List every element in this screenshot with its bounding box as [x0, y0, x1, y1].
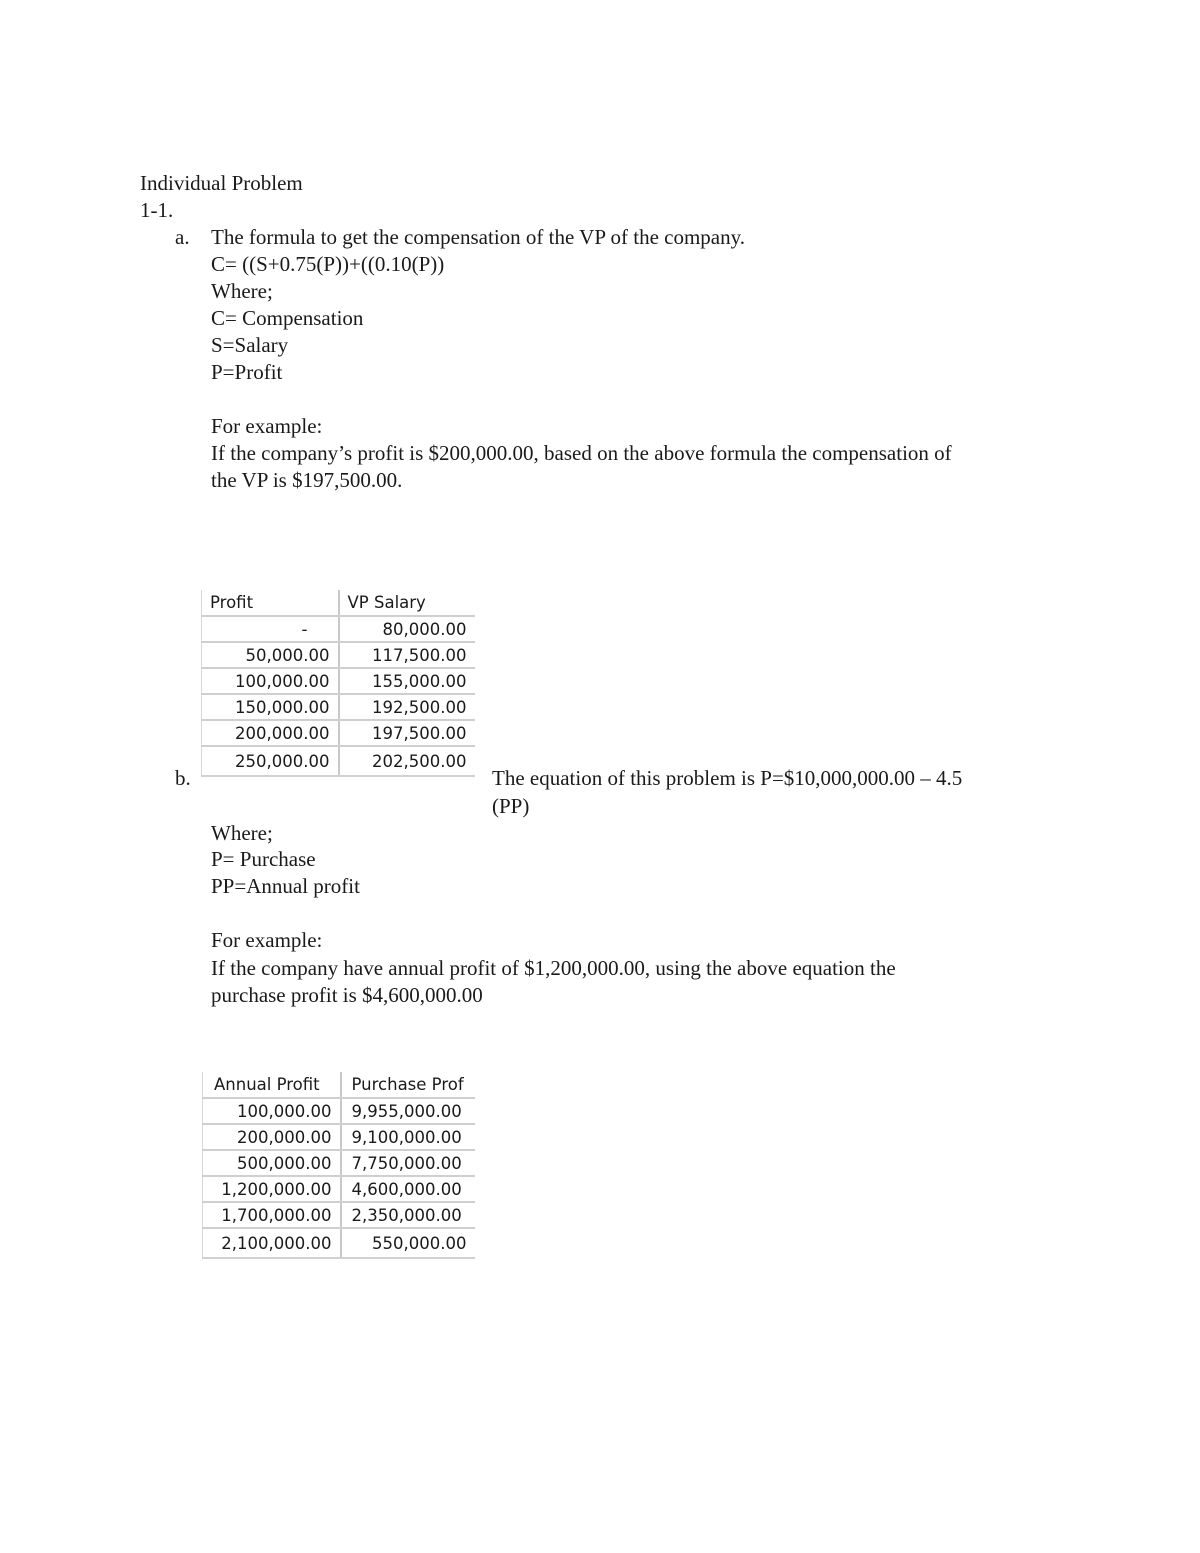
table-row — [202, 694, 475, 720]
part-b-where: Where; — [211, 821, 273, 845]
table-row — [202, 642, 475, 668]
table-cell-vp-salary: 155,000.00 — [339, 668, 475, 694]
part-b-marker: b. — [175, 766, 191, 790]
column-header-purchase-profit: Purchase Prof — [341, 1072, 475, 1098]
table-cell-profit: 150,000.00 — [202, 694, 339, 720]
table-cell-vp-salary: 192,500.00 — [339, 694, 475, 720]
part-a-intro: The formula to get the compensation of the VP of the company. — [211, 225, 746, 249]
part-a-example-text: If the company’s profit is $200,000.00, based on the above formula the compensation of — [211, 441, 952, 465]
part-a-def-p: P=Profit — [211, 360, 283, 384]
table-cell-vp-salary: 197,500.00 — [339, 720, 475, 746]
column-header-profit: Profit — [202, 590, 339, 616]
table-cell-profit: 100,000.00 — [202, 668, 339, 694]
part-a-def-s: S=Salary — [211, 333, 289, 357]
table-row — [202, 668, 475, 694]
part-b-equation-cont: (PP) — [492, 794, 530, 818]
table-row — [203, 1098, 475, 1124]
part-b-def-p: P= Purchase — [211, 847, 316, 871]
table-cell-annual-profit: 500,000.00 — [203, 1150, 341, 1176]
part-a-formula: C= ((S+0.75(P))+((0.10(P)) — [211, 252, 445, 276]
table-cell-profit: 250,000.00 — [202, 746, 339, 776]
table-cell-purchase-profit: 9,100,000.00 — [341, 1124, 475, 1150]
table-cell-profit: - — [202, 616, 339, 642]
part-a-where: Where; — [211, 279, 273, 303]
table-cell-vp-salary: 80,000.00 — [339, 616, 475, 642]
table-cell-purchase-profit: 4,600,000.00 — [341, 1176, 475, 1202]
part-b-example-text: If the company have annual profit of $1,200,000.00, using the above equation the — [211, 956, 896, 980]
table-cell-annual-profit: 200,000.00 — [203, 1124, 341, 1150]
document-heading: Individual Problem — [140, 171, 303, 195]
table-header-row — [203, 1072, 475, 1098]
part-b-def-pp: PP=Annual profit — [211, 874, 360, 898]
part-b-example-result: purchase profit is $4,600,000.00 — [211, 983, 483, 1007]
table-header-row — [202, 590, 475, 616]
table-row — [203, 1124, 475, 1150]
column-header-vp-salary: VP Salary — [339, 590, 475, 616]
part-b-example-label: For example: — [211, 928, 323, 952]
table-row — [203, 1176, 475, 1202]
table-cell-purchase-profit: 9,955,000.00 — [341, 1098, 475, 1124]
problem-number: 1-1. — [140, 198, 174, 222]
table-cell-annual-profit: 100,000.00 — [203, 1098, 341, 1124]
table-row — [202, 616, 475, 642]
table-cell-vp-salary: 117,500.00 — [339, 642, 475, 668]
table-cell-annual-profit: 1,200,000.00 — [203, 1176, 341, 1202]
table-cell-profit: 200,000.00 — [202, 720, 339, 746]
table-cell-annual-profit: 2,100,000.00 — [203, 1228, 341, 1258]
table-row — [202, 746, 475, 776]
part-a-example-label: For example: — [211, 414, 323, 438]
table-cell-purchase-profit: 7,750,000.00 — [341, 1150, 475, 1176]
table-row — [203, 1228, 475, 1258]
part-a-def-c: C= Compensation — [211, 306, 364, 330]
column-header-annual-profit: Annual Profit — [203, 1072, 341, 1098]
part-a-marker: a. — [175, 225, 190, 249]
annual-profit-purchase-table — [202, 1072, 475, 1259]
table-row — [202, 720, 475, 746]
table-row — [203, 1150, 475, 1176]
table-cell-profit: 50,000.00 — [202, 642, 339, 668]
part-a-example-result: the VP is $197,500.00. — [211, 468, 403, 492]
table-row — [203, 1202, 475, 1228]
table-cell-annual-profit: 1,700,000.00 — [203, 1202, 341, 1228]
table-cell-purchase-profit: 550,000.00 — [341, 1228, 475, 1258]
part-b-equation: The equation of this problem is P=$10,000,000.00 – 4.5 — [492, 766, 963, 790]
profit-vp-salary-table — [201, 590, 475, 777]
table-cell-vp-salary: 202,500.00 — [339, 746, 475, 776]
table-cell-purchase-profit: 2,350,000.00 — [341, 1202, 475, 1228]
